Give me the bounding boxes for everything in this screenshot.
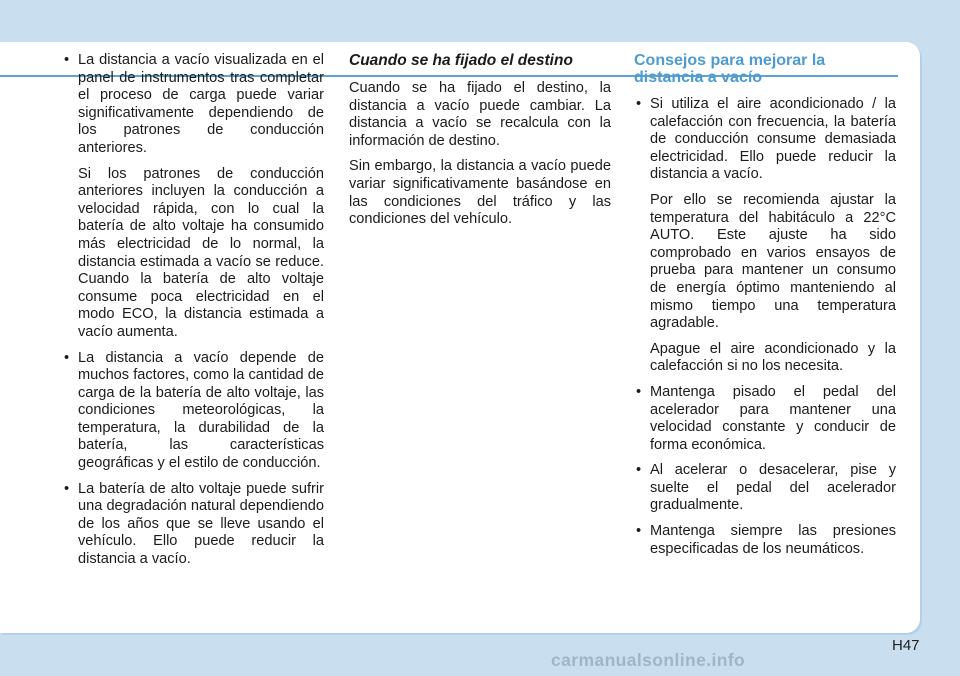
- list-item: [62, 350, 324, 473]
- section-heading-destination: Cuando se ha fijado el destino: [349, 52, 573, 69]
- bullet-text: Mantenga siempre las presiones especificadas de los neumáticos.: [650, 523, 896, 557]
- bullet-text: Si utiliza el aire acondicionado / la calefacción con frecuencia, la batería de conducción consume demasiada electricidad. Ello puede reducir la distancia a vacío.: [650, 96, 896, 183]
- bullet-list: [62, 52, 324, 569]
- column-left: [62, 52, 324, 577]
- list-item: [62, 52, 324, 342]
- bullet-text: La batería de alto voltaje puede sufrir una degradación natural dependiendo de los años que se lleve usando el vehículo. Ello puede reducir la distancia a vacío.: [78, 480, 324, 568]
- list-item: [634, 462, 896, 515]
- bullet-text: Mantenga pisado el pedal del acelerador para mantener una velocidad constante y conducir de forma económica.: [650, 383, 896, 453]
- list-item: [634, 384, 896, 454]
- bullet-text: Al acelerar o desacelerar, pise y suelte el pedal del acelerador gradualmente.: [650, 462, 896, 514]
- column-middle: [349, 52, 611, 237]
- list-item: [634, 523, 896, 558]
- bullet-list: [634, 96, 896, 558]
- column-right: [634, 52, 896, 566]
- watermark: carmanualsonline.info: [551, 650, 746, 670]
- bullet-text: La distancia a vacío visualizada en el panel de instrumentos tras completar el proceso de carga puede variar significativamente dependiendo de los patrones de conducción anteriores.: [78, 52, 324, 156]
- list-item: [634, 96, 896, 376]
- bullet-subparagraph: Por ello se recomienda ajustar la temperatura del habitáculo a 22°C AUTO. Este ajuste ha sido comprobado en varios ensayos de prueba para mantener un consumo de energía óptimo manteniendo al mismo tiempo una temperatura agradable.: [650, 191, 896, 332]
- paragraph: Cuando se ha fijado el destino, la distancia a vacío puede cambiar. La distancia a vacío se recalcula con la información de destino.: [349, 80, 611, 149]
- bullet-subparagraph: Apague el aire acondicionado y la calefacción si no los necesita.: [650, 340, 896, 375]
- bullet-text: La distancia a vacío depende de muchos factores, como la cantidad de carga de la batería de alto voltaje, las condiciones meteorológicas, la temperatura, la durabilidad de la batería, las características geográficas y el estilo de conducción.: [78, 349, 324, 472]
- page-number: H47: [892, 637, 920, 654]
- paragraph: Sin embargo, la distancia a vacío puede variar significativamente basándose en las condiciones del tráfico y las condiciones del vehículo.: [349, 158, 611, 228]
- list-item: [62, 481, 324, 569]
- bullet-subparagraph: Si los patrones de conducción anteriores incluyen la conducción a velocidad rápida, con lo cual la batería de alto voltaje ha consumido más electricidad de lo normal, la distancia estimada a vacío se reduce. Cuando la batería de alto voltaje consume poca electricidad en el modo ECO, la distancia estimada a vacío aumenta.: [78, 165, 324, 340]
- section-heading-tips: Consejos para mejorar la distancia a vacío: [634, 52, 826, 86]
